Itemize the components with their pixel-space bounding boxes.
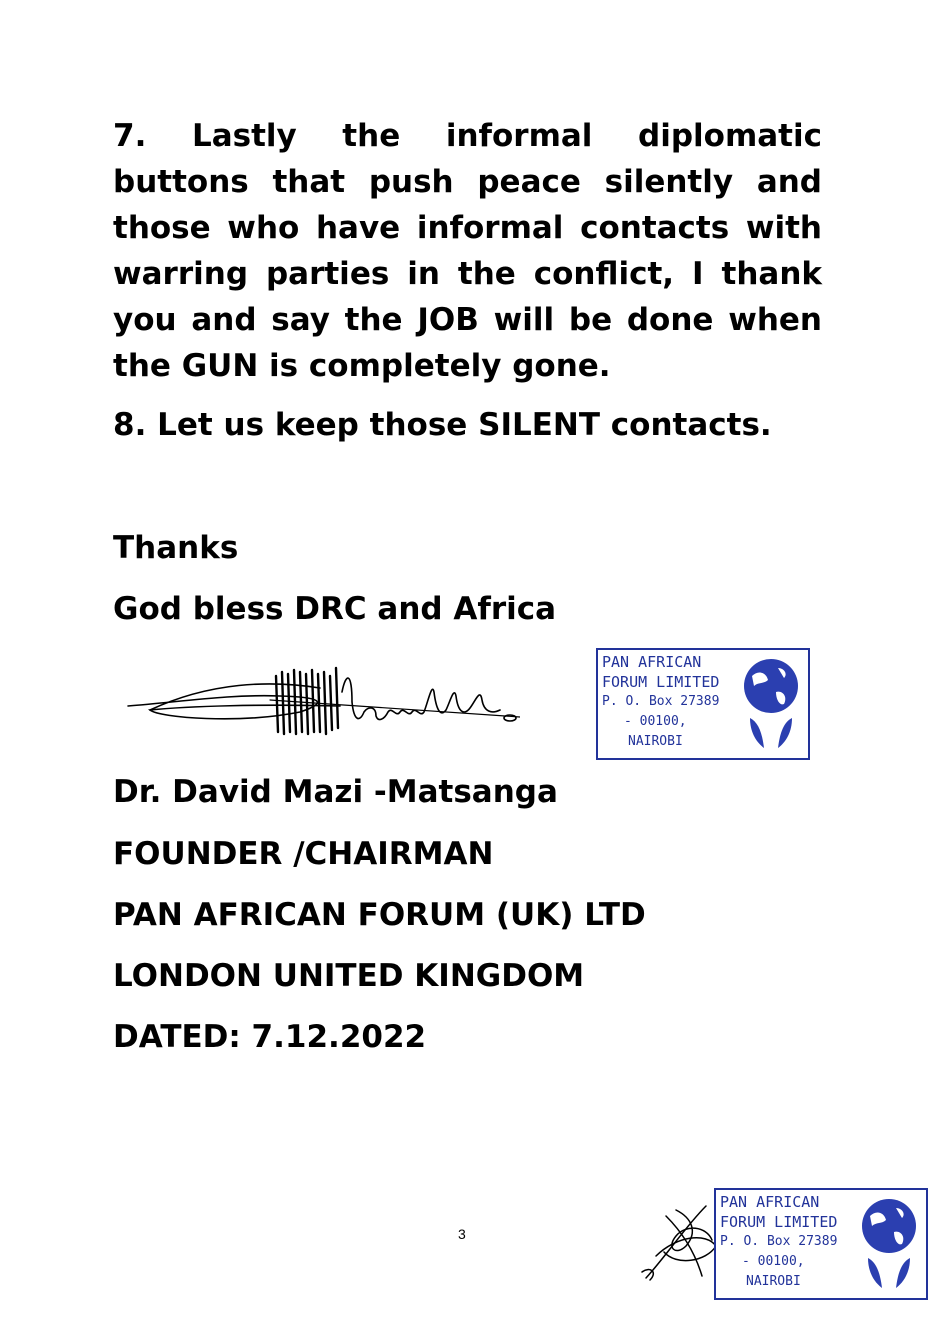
point-7-paragraph: 7. Lastly the informal diplomatic buttons that push peace silently and those who have informal contacts with warring parties in the conflict, I thank you and say the JOB will be done when the GUN is completely gone. [113, 118, 822, 384]
organization-name: PAN AFRICAN FORUM (UK) LTD [113, 897, 646, 933]
globe-logo-icon [738, 656, 804, 752]
footer-stamp-text [720, 1192, 837, 1292]
page-number: 3 [458, 1226, 466, 1242]
stamp-line: FORUM LIMITED [602, 673, 720, 691]
initials-signature [636, 1196, 726, 1286]
handwritten-signature [120, 662, 520, 742]
signatory-title: FOUNDER /CHAIRMAN [113, 836, 494, 872]
dated-line: DATED: 7.12.2022 [113, 1019, 427, 1055]
thanks-text: Thanks [113, 530, 239, 566]
stamp-line: - 00100, [742, 1254, 805, 1269]
organization-location: LONDON UNITED KINGDOM [113, 958, 585, 994]
stamp-line: NAIROBI [746, 1274, 801, 1289]
stamp-line: PAN AFRICAN [602, 653, 702, 671]
organization-stamp [596, 648, 810, 760]
stamp-line: PAN AFRICAN [720, 1193, 820, 1211]
stamp-line: FORUM LIMITED [720, 1213, 838, 1231]
globe-logo-icon [856, 1196, 922, 1292]
signatory-name: Dr. David Mazi -Matsanga [113, 774, 558, 810]
stamp-line: - 00100, [624, 714, 687, 729]
stamp-line: NAIROBI [628, 734, 683, 749]
footer-stamp [714, 1188, 928, 1300]
stamp-line: P. O. Box 27389 [720, 1234, 838, 1249]
stamp-line: P. O. Box 27389 [602, 694, 720, 709]
blessing-text: God bless DRC and Africa [113, 591, 557, 627]
point-8-paragraph: 8. Let us keep those SILENT contacts. [113, 407, 772, 443]
stamp-text [602, 652, 719, 752]
